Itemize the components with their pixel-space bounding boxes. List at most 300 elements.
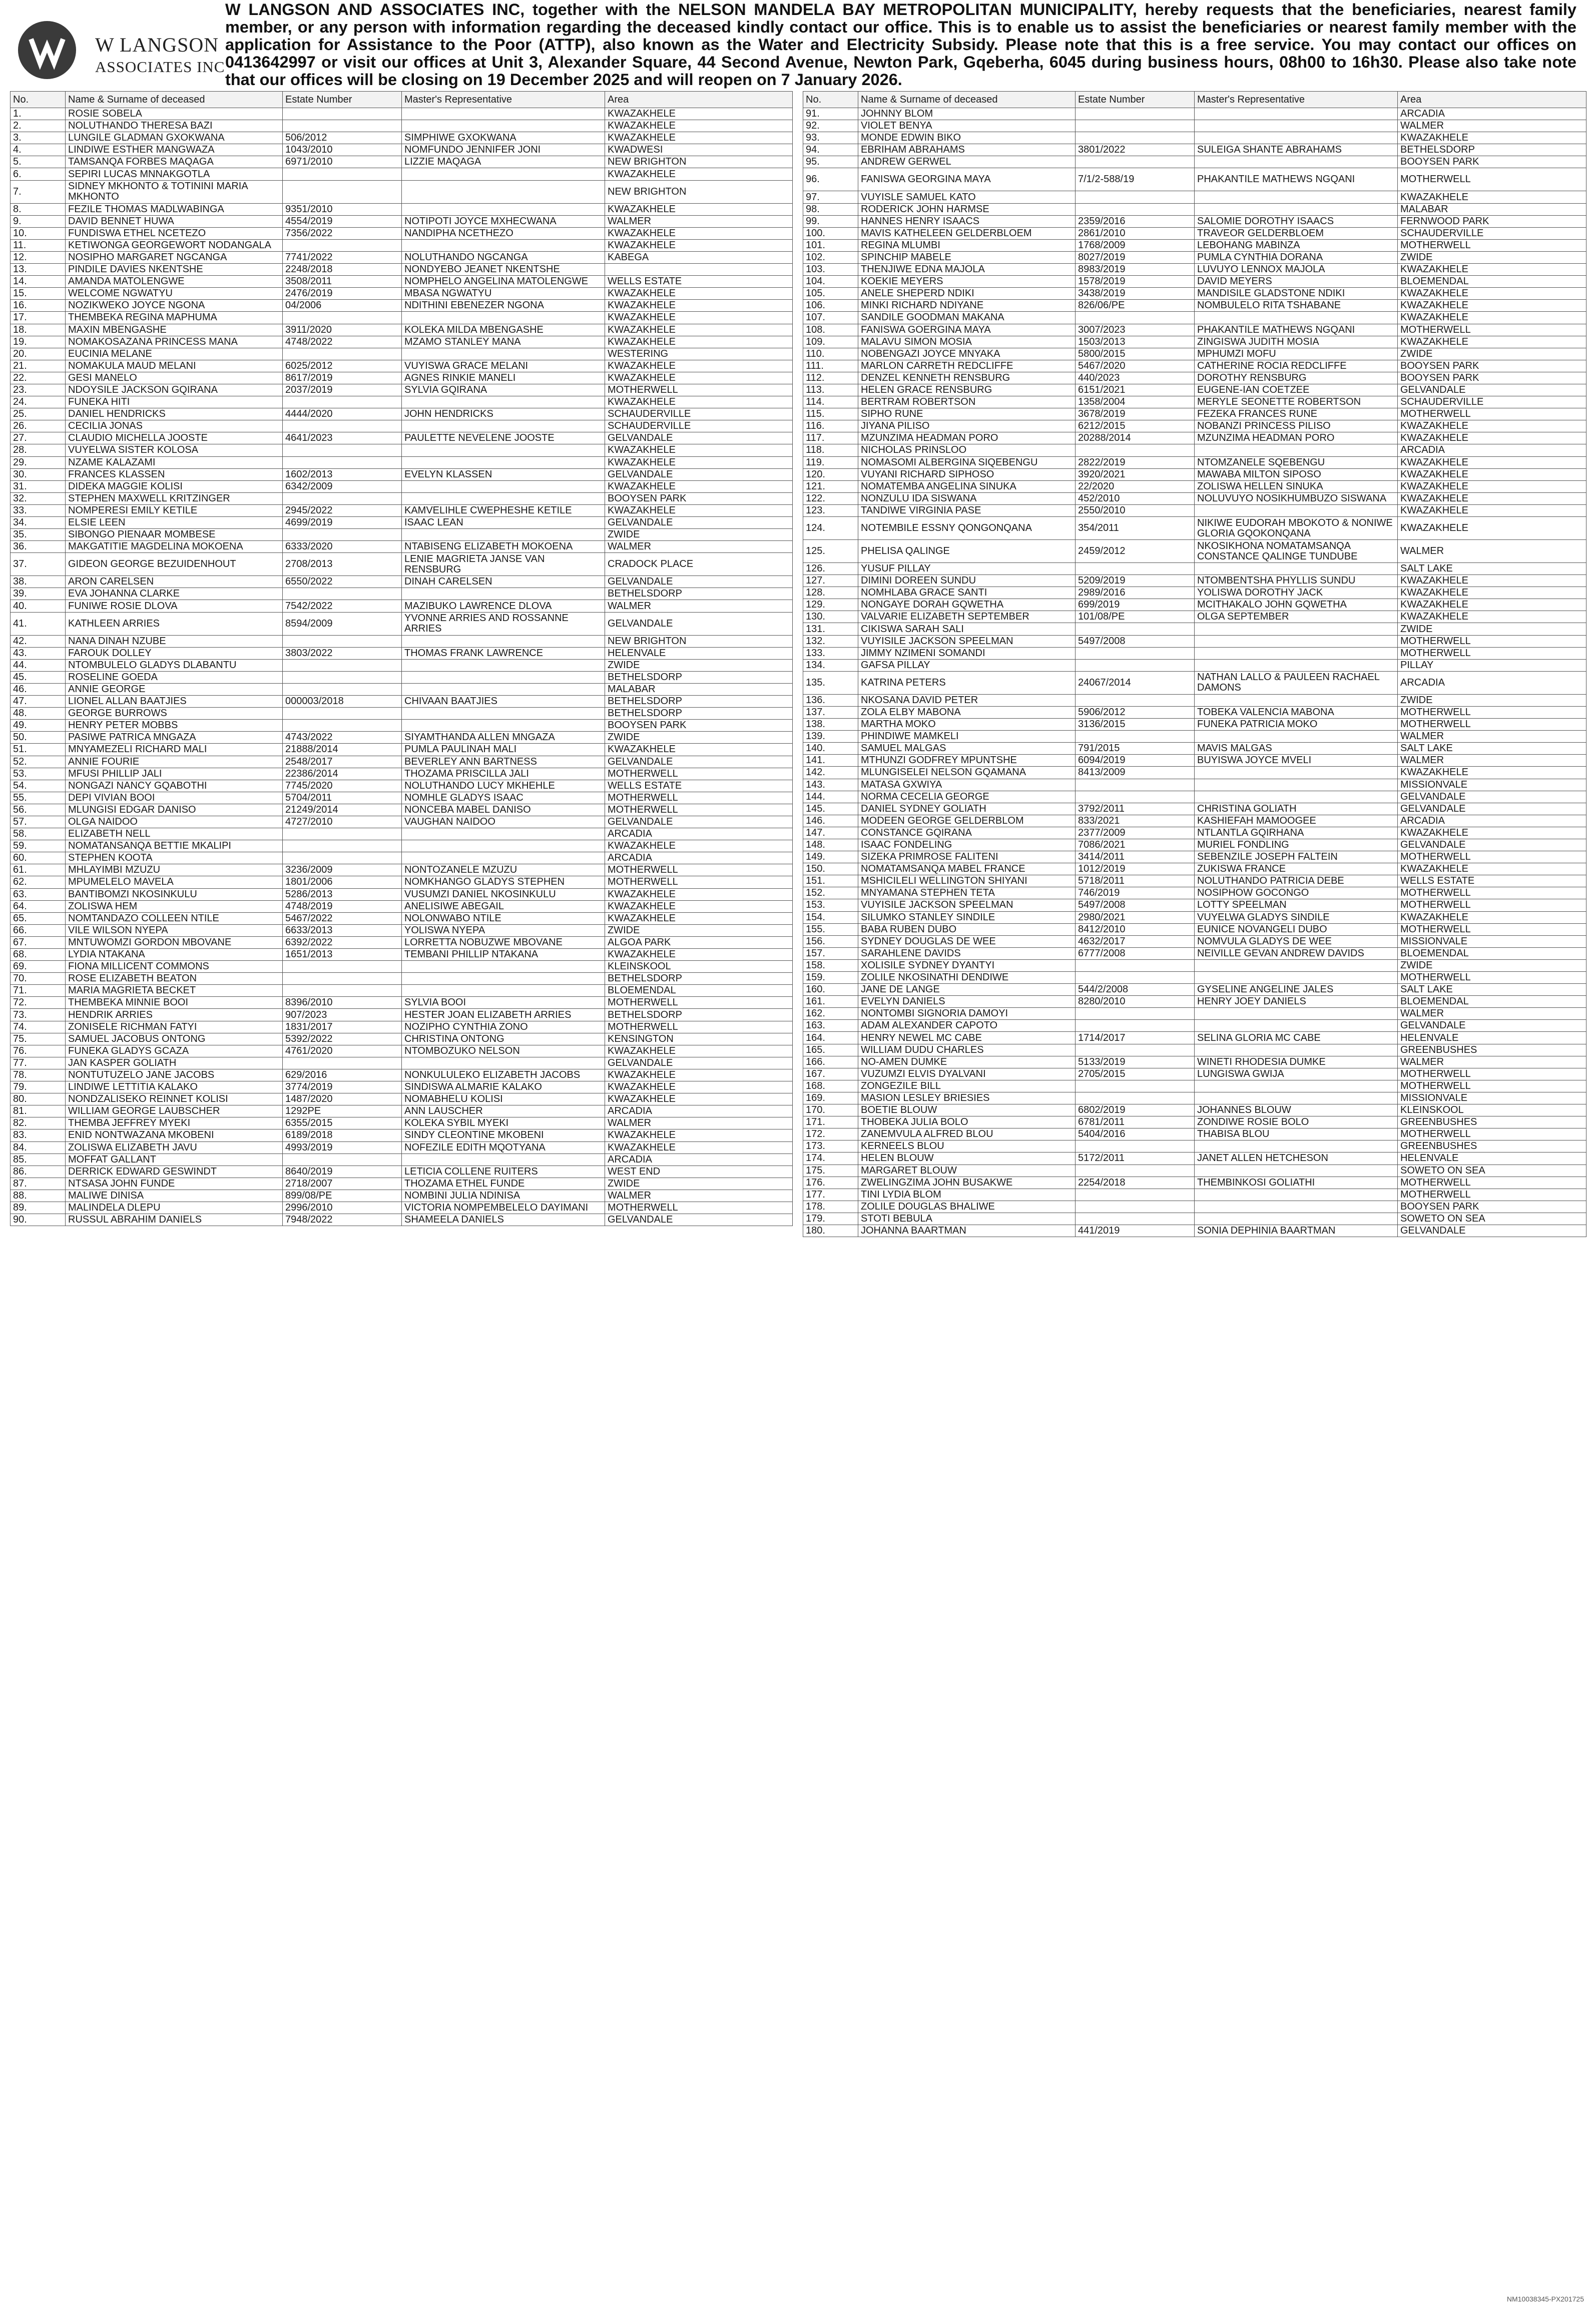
cell-estate-number: 8413/2009 [1076, 767, 1195, 779]
cell-estate-number: 4748/2022 [283, 336, 402, 348]
cell-masters-representative: NOTIPOTI JOYCE MXHECWANA [402, 215, 605, 227]
table-row [11, 876, 793, 888]
cell-masters-representative [1195, 694, 1398, 706]
cell-name: VALVARIE ELIZABETH SEPTEMBER [858, 611, 1076, 623]
cell-masters-representative: SINDISWA ALMARIE KALAKO [402, 1081, 605, 1093]
cell-area: MOTHERWELL [605, 768, 793, 780]
cell-area: KWAZAKHELE [1398, 492, 1586, 504]
cell-number: 102. [803, 251, 858, 263]
cell-masters-representative: NONTOZANELE MZUZU [402, 864, 605, 876]
cell-masters-representative: SYLVIA BOOI [402, 997, 605, 1009]
table-row [11, 576, 793, 588]
cell-masters-representative: NOMPHELO ANGELINA MATOLENGWE [402, 276, 605, 288]
cell-area: PILLAY [1398, 659, 1586, 671]
cell-area: MOTHERWELL [1398, 706, 1586, 718]
cell-area: SOWETO ON SEA [1398, 1213, 1586, 1225]
cell-name: SIBONGO PIENAAR MOMBESE [66, 529, 283, 541]
cell-area: KWAZAKHELE [605, 132, 793, 144]
cell-estate-number [1076, 623, 1195, 635]
table-row [803, 779, 1586, 791]
cell-number: 91. [803, 108, 858, 120]
cell-estate-number: 6633/2013 [283, 924, 402, 936]
cell-name: VUZUMZI ELVIS DYALVANI [858, 1068, 1076, 1080]
cell-name: ARON CARELSEN [66, 576, 283, 588]
cell-number: 132. [803, 635, 858, 647]
cell-area: MOTHERWELL [1398, 635, 1586, 647]
column-header-masters-representative: Master's Representative [402, 92, 605, 108]
cell-estate-number [283, 1057, 402, 1069]
cell-estate-number [283, 120, 402, 132]
cell-number: 98. [803, 203, 858, 215]
cell-area: GELVANDALE [605, 576, 793, 588]
cell-name: ZOLISWA HEM [66, 900, 283, 912]
cell-area: BOOYSEN PARK [1398, 1201, 1586, 1213]
cell-name: ENID NONTWAZANA MKOBENI [66, 1129, 283, 1141]
cell-area: GELVANDALE [605, 612, 793, 635]
table-row [11, 1105, 793, 1117]
cell-number: 94. [803, 144, 858, 156]
cell-number: 86. [11, 1166, 66, 1178]
cell-estate-number: 833/2021 [1076, 815, 1195, 827]
cell-area: KWAZAKHELE [605, 504, 793, 516]
cell-masters-representative: TEMBANI PHILLIP NTAKANA [402, 949, 605, 961]
cell-masters-representative: TOBEKA VALENCIA MABONA [1195, 706, 1398, 718]
cell-area: HELENVALE [1398, 1152, 1586, 1165]
cell-area: WELLS ESTATE [605, 780, 793, 792]
cell-number: 16. [11, 300, 66, 312]
cell-masters-representative: SINDY CLEONTINE MKOBENI [402, 1129, 605, 1141]
cell-estate-number: 21249/2014 [283, 804, 402, 816]
table-row [803, 324, 1586, 336]
table-row [11, 1117, 793, 1129]
cell-area: KWAZAKHELE [605, 744, 793, 756]
cell-number: 32. [11, 492, 66, 504]
cell-estate-number: 5467/2022 [283, 912, 402, 924]
cell-number: 104. [803, 276, 858, 288]
cell-area: ARCADIA [605, 828, 793, 840]
cell-name: KATHLEEN ARRIES [66, 612, 283, 635]
cell-estate-number [1076, 1165, 1195, 1177]
cell-estate-number: 4743/2022 [283, 732, 402, 744]
cell-area: MOTHERWELL [605, 876, 793, 888]
cell-area: SCHAUDERVILLE [1398, 396, 1586, 408]
table-row [803, 239, 1586, 251]
table-row [11, 239, 793, 251]
cell-estate-number: 8640/2019 [283, 1166, 402, 1178]
cell-number: 109. [803, 336, 858, 348]
cell-estate-number [283, 168, 402, 180]
cell-name: HELEN GRACE RENSBURG [858, 384, 1076, 396]
cell-estate-number [1076, 1213, 1195, 1225]
table-row [11, 156, 793, 168]
cell-name: KERNEELS BLOU [858, 1140, 1076, 1152]
cell-number: 173. [803, 1140, 858, 1152]
cell-masters-representative: THOMAS FRANK LAWRENCE [402, 647, 605, 659]
table-row [11, 251, 793, 263]
cell-name: NICHOLAS PRINSLOO [858, 444, 1076, 456]
table-row [803, 168, 1586, 191]
cell-estate-number [1076, 959, 1195, 971]
cell-number: 139. [803, 731, 858, 743]
cell-masters-representative: SHAMEELA DANIELS [402, 1214, 605, 1226]
cell-estate-number: 5286/2013 [283, 888, 402, 900]
table-row [11, 997, 793, 1009]
cell-masters-representative: LORRETTA NOBUZWE MBOVANE [402, 936, 605, 948]
cell-name: FEZILE THOMAS MADLWABINGA [66, 203, 283, 215]
cell-masters-representative: LUNGISWA GWIJA [1195, 1068, 1398, 1080]
cell-name: NTOMBULELO GLADYS DLABANTU [66, 659, 283, 671]
table-row [803, 731, 1586, 743]
cell-name: FIONA MILLICENT COMMONS [66, 961, 283, 973]
table-row [803, 1116, 1586, 1128]
cell-estate-number: 2822/2019 [1076, 456, 1195, 468]
table-row [11, 396, 793, 408]
cell-estate-number: 629/2016 [283, 1069, 402, 1081]
cell-area: BOOYSEN PARK [605, 492, 793, 504]
table-row [803, 1152, 1586, 1165]
cell-name: MLUNGISELEI NELSON GQAMANA [858, 767, 1076, 779]
cell-masters-representative: NOMHLE GLADYS ISAAC [402, 792, 605, 804]
table-row [11, 384, 793, 396]
cell-area: KWAZAKHELE [1398, 827, 1586, 839]
cell-number: 52. [11, 756, 66, 768]
cell-name: JOHNNY BLOM [858, 108, 1076, 120]
cell-masters-representative [402, 480, 605, 492]
cell-area: BETHELSDORP [605, 696, 793, 708]
cell-area: SALT LAKE [1398, 743, 1586, 755]
table-row [11, 288, 793, 300]
cell-name: NONTUTUZELO JANE JACOBS [66, 1069, 283, 1081]
table-row [11, 780, 793, 792]
cell-estate-number: 6392/2022 [283, 936, 402, 948]
table-row [803, 647, 1586, 659]
cell-masters-representative: NONKULULEKO ELIZABETH JACOBS [402, 1069, 605, 1081]
table-row [11, 900, 793, 912]
cell-name: MARIA MAGRIETA BECKET [66, 985, 283, 997]
cell-estate-number [283, 492, 402, 504]
table-row [11, 612, 793, 635]
cell-area: GELVANDALE [605, 432, 793, 444]
cell-masters-representative: MZAMO STANLEY MANA [402, 336, 605, 348]
cell-area: GREENBUSHES [1398, 1044, 1586, 1056]
cell-name: NONZULU IDA SISWANA [858, 492, 1076, 504]
cell-number: 115. [803, 408, 858, 420]
cell-name: VIOLET BENYA [858, 120, 1076, 132]
table-row [803, 996, 1586, 1008]
cell-estate-number: 6781/2011 [1076, 1116, 1195, 1128]
cell-estate-number [283, 348, 402, 360]
cell-number: 168. [803, 1080, 858, 1092]
cell-masters-representative: MPHUMZI MOFU [1195, 348, 1398, 360]
cell-name: ZANEMVULA ALFRED BLOU [858, 1128, 1076, 1140]
cell-estate-number: 4699/2019 [283, 517, 402, 529]
cell-area: MOTHERWELL [1398, 647, 1586, 659]
cell-masters-representative [1195, 108, 1398, 120]
cell-masters-representative: FUNEKA PATRICIA MOKO [1195, 719, 1398, 731]
cell-name: FANISWA GEORGINA MAYA [858, 168, 1076, 191]
cell-name: HENRY PETER MOBBS [66, 720, 283, 732]
table-row [803, 815, 1586, 827]
cell-number: 64. [11, 900, 66, 912]
cell-number: 18. [11, 324, 66, 336]
cell-masters-representative: NTOMBOZUKO NELSON [402, 1045, 605, 1057]
table-row [803, 1177, 1586, 1189]
cell-area: KWAZAKHELE [1398, 517, 1586, 540]
cell-number: 114. [803, 396, 858, 408]
table-row [11, 468, 793, 480]
cell-area [605, 264, 793, 276]
cell-name: STEPHEN KOOTA [66, 852, 283, 864]
cell-area: KWAZAKHELE [605, 1069, 793, 1081]
cell-name: MALAVU SIMON MOSIA [858, 336, 1076, 348]
table-row [11, 864, 793, 876]
cell-name: ROSIE SOBELA [66, 108, 283, 120]
column-header-estate-number: Estate Number [283, 92, 402, 108]
cell-area: BOOYSEN PARK [1398, 372, 1586, 384]
cell-number: 152. [803, 887, 858, 899]
cell-estate-number [1076, 312, 1195, 324]
cell-masters-representative: NOMBULELO RITA TSHABANE [1195, 300, 1398, 312]
cell-masters-representative [402, 456, 605, 468]
cell-masters-representative: NTOMZANELE SQEBENGU [1195, 456, 1398, 468]
cell-estate-number: 1012/2019 [1076, 863, 1195, 875]
cell-name: ZONGEZILE BILL [858, 1080, 1076, 1092]
cell-masters-representative [402, 708, 605, 720]
deceased-table-left [10, 91, 793, 1226]
cell-masters-representative [1195, 1080, 1398, 1092]
table-row [11, 1154, 793, 1166]
cell-area: KWAZAKHELE [605, 1129, 793, 1141]
cell-name: KOEKIE MEYERS [858, 276, 1076, 288]
cell-estate-number [283, 420, 402, 432]
cell-name: MARLON CARRETH REDCLIFFE [858, 360, 1076, 372]
cell-estate-number: 1358/2004 [1076, 396, 1195, 408]
cell-name: LUNGILE GLADMAN GXOKWANA [66, 132, 283, 144]
table-row [11, 108, 793, 120]
cell-area: WELLS ESTATE [1398, 875, 1586, 887]
cell-masters-representative: NOZIPHO CYNTHIA ZONO [402, 1021, 605, 1033]
cell-masters-representative: YOLISWA NYEPA [402, 924, 605, 936]
table-row [803, 1201, 1586, 1213]
cell-masters-representative: CHRISTINA ONTONG [402, 1033, 605, 1045]
cell-name: VUYISLE SAMUEL KATO [858, 191, 1076, 203]
cell-name: FUNIWE ROSIE DLOVA [66, 600, 283, 612]
cell-name: HANNES HENRY ISAACS [858, 215, 1076, 227]
cell-estate-number [283, 588, 402, 600]
cell-area: GELVANDALE [1398, 791, 1586, 803]
cell-area: ARCADIA [1398, 671, 1586, 694]
cell-masters-representative: SALOMIE DOROTHY ISAACS [1195, 215, 1398, 227]
cell-name: MNYAMANA STEPHEN TETA [858, 887, 1076, 899]
cell-name: WELCOME NGWATYU [66, 288, 283, 300]
cell-area: MOTHERWELL [605, 864, 793, 876]
cell-number: 77. [11, 1057, 66, 1069]
table-row [11, 529, 793, 541]
cell-masters-representative: NTOMBENTSHA PHYLLIS SUNDU [1195, 575, 1398, 587]
cell-area: FERNWOOD PARK [1398, 215, 1586, 227]
cell-estate-number: 22386/2014 [283, 768, 402, 780]
cell-estate-number: 1292PE [283, 1105, 402, 1117]
cell-name: GESI MANELO [66, 372, 283, 384]
table-row [11, 312, 793, 324]
cell-estate-number [283, 659, 402, 671]
cell-name: BANTIBOMZI NKOSINKULU [66, 888, 283, 900]
cell-area: KWAZAKHELE [1398, 420, 1586, 432]
cell-number: 143. [803, 779, 858, 791]
table-row [11, 264, 793, 276]
cell-number: 22. [11, 372, 66, 384]
cell-name: BERTRAM ROBERTSON [858, 396, 1076, 408]
cell-number: 155. [803, 923, 858, 935]
cell-number: 41. [11, 612, 66, 635]
cell-area: GELVANDALE [1398, 1225, 1586, 1237]
cell-area: MOTHERWELL [605, 1202, 793, 1214]
table-row [11, 912, 793, 924]
cell-area: ZWIDE [605, 924, 793, 936]
table-row [11, 420, 793, 432]
cell-name: RUSSUL ABRAHIM DANIELS [66, 1214, 283, 1226]
cell-area: KWAZAKHELE [605, 1093, 793, 1105]
cell-masters-representative: THABISA BLOU [1195, 1128, 1398, 1140]
notice-header [10, 0, 1586, 90]
cell-name: EUCINIA MELANE [66, 348, 283, 360]
cell-number: 105. [803, 288, 858, 300]
cell-masters-representative [1195, 767, 1398, 779]
cell-masters-representative: JOHN HENDRICKS [402, 408, 605, 420]
cell-estate-number [1076, 659, 1195, 671]
cell-area: BLOEMENDAL [1398, 996, 1586, 1008]
cell-name: GAFSA PILLAY [858, 659, 1076, 671]
cell-masters-representative [402, 396, 605, 408]
cell-name: PHINDIWE MAMKELI [858, 731, 1076, 743]
table-row [11, 492, 793, 504]
cell-name: NOMATEMBA ANGELINA SINUKA [858, 480, 1076, 492]
table-header-row [11, 92, 793, 108]
cell-area: BLOEMENDAL [605, 985, 793, 997]
cell-number: 127. [803, 575, 858, 587]
cell-area: GELVANDALE [605, 1214, 793, 1226]
cell-number: 124. [803, 517, 858, 540]
table-row [11, 336, 793, 348]
cell-area: WALMER [1398, 1008, 1586, 1020]
cell-name: BOETIE BLOUW [858, 1104, 1076, 1116]
cell-masters-representative: DOROTHY RENSBURG [1195, 372, 1398, 384]
cell-number: 136. [803, 694, 858, 706]
cell-estate-number: 3414/2011 [1076, 851, 1195, 863]
cell-number: 35. [11, 529, 66, 541]
cell-masters-representative: KOLEKA SYBIL MYEKI [402, 1117, 605, 1129]
cell-estate-number [283, 852, 402, 864]
cell-masters-representative: JOHANNES BLOUW [1195, 1104, 1398, 1116]
cell-estate-number: 4993/2019 [283, 1141, 402, 1154]
cell-masters-representative [402, 492, 605, 504]
cell-name: PINDILE DAVIES NKENTSHE [66, 264, 283, 276]
cell-masters-representative [402, 312, 605, 324]
cell-estate-number: 2996/2010 [283, 1202, 402, 1214]
table-row [803, 863, 1586, 875]
cell-estate-number [1076, 779, 1195, 791]
cell-masters-representative: NOLONWABO NTILE [402, 912, 605, 924]
table-row [11, 1202, 793, 1214]
cell-name: CECILIA JONAS [66, 420, 283, 432]
cell-estate-number: 1831/2017 [283, 1021, 402, 1033]
cell-number: 3. [11, 132, 66, 144]
cell-name: CLAUDIO MICHELLA JOOSTE [66, 432, 283, 444]
cell-masters-representative [402, 588, 605, 600]
cell-estate-number: 3801/2022 [1076, 144, 1195, 156]
cell-estate-number: 7741/2022 [283, 251, 402, 263]
cell-estate-number: 6025/2012 [283, 360, 402, 372]
cell-number: 75. [11, 1033, 66, 1045]
table-row [803, 839, 1586, 851]
table-row [803, 120, 1586, 132]
cell-estate-number: 04/2006 [283, 300, 402, 312]
cell-estate-number: 2945/2022 [283, 504, 402, 516]
cell-name: NO-AMEN DUMKE [858, 1056, 1076, 1068]
column-header-area: Area [605, 92, 793, 108]
cell-name: SILUMKO STANLEY SINDILE [858, 911, 1076, 923]
cell-area: WESTERING [605, 348, 793, 360]
cell-number: 161. [803, 996, 858, 1008]
cell-area: MOTHERWELL [1398, 408, 1586, 420]
cell-area: GELVANDALE [605, 468, 793, 480]
cell-estate-number: 8412/2010 [1076, 923, 1195, 935]
cell-number: 6. [11, 168, 66, 180]
table-row [11, 949, 793, 961]
cell-estate-number: 7745/2020 [283, 780, 402, 792]
table-row [803, 635, 1586, 647]
cell-name: FUNEKA HITI [66, 396, 283, 408]
cell-number: 29. [11, 456, 66, 468]
cell-masters-representative: NOSIPHOW GOCONGO [1195, 887, 1398, 899]
cell-area: MISSIONVALE [1398, 1092, 1586, 1104]
cell-name: PASIWE PATRICA MNGAZA [66, 732, 283, 744]
cell-area: MOTHERWELL [605, 997, 793, 1009]
cell-estate-number: 1602/2013 [283, 468, 402, 480]
table-row [11, 792, 793, 804]
cell-masters-representative [402, 828, 605, 840]
cell-number: 134. [803, 659, 858, 671]
cell-number: 36. [11, 541, 66, 553]
cell-masters-representative: NDITHINI EBENEZER NGONA [402, 300, 605, 312]
cell-name: MNYAMEZELI RICHARD MALI [66, 744, 283, 756]
cell-name: GIDEON GEORGE BEZUIDENHOUT [66, 553, 283, 576]
cell-number: 8. [11, 203, 66, 215]
cell-number: 85. [11, 1154, 66, 1166]
cell-name: DENZEL KENNETH RENSBURG [858, 372, 1076, 384]
table-row [11, 553, 793, 576]
table-row [11, 456, 793, 468]
cell-area: KWAZAKHELE [1398, 911, 1586, 923]
cell-number: 121. [803, 480, 858, 492]
table-row [11, 720, 793, 732]
cell-area: BETHELSDORP [605, 973, 793, 985]
table-row [803, 420, 1586, 432]
table-row [11, 1081, 793, 1093]
table-row [11, 480, 793, 492]
cell-estate-number [283, 985, 402, 997]
cell-masters-representative: DAVID MEYERS [1195, 276, 1398, 288]
table-row [11, 517, 793, 529]
cell-area: MOTHERWELL [1398, 1128, 1586, 1140]
cell-masters-representative [402, 348, 605, 360]
table-row [803, 408, 1586, 420]
cell-name: WILLIAM GEORGE LAUBSCHER [66, 1105, 283, 1117]
cell-number: 71. [11, 985, 66, 997]
cell-masters-representative: VUYISWA GRACE MELANI [402, 360, 605, 372]
cell-name: NOZIKWEKO JOYCE NGONA [66, 300, 283, 312]
cell-estate-number [1076, 1020, 1195, 1032]
